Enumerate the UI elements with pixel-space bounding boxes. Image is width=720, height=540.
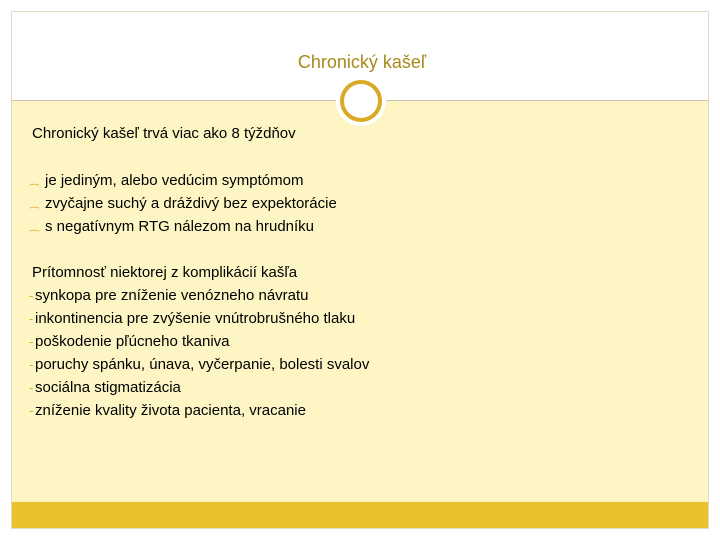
list-item — [29, 307, 369, 330]
complications-list — [29, 284, 369, 422]
dash-icon: - — [29, 403, 34, 418]
list-item — [29, 284, 369, 307]
list-item — [29, 399, 369, 422]
complication-text: poškodenie pľúcneho tkaniva — [35, 333, 230, 350]
bullet-icon: ⁔ — [30, 197, 39, 209]
list-item — [30, 192, 337, 215]
complication-text: synkopa pre zníženie venózneho návratu — [35, 287, 309, 304]
complications-heading: Prítomnosť niektorej z komplikácií kašľa — [32, 264, 298, 281]
complication-text: zníženie kvality života pacienta, vracanie — [35, 402, 306, 419]
intro-text: Chronický kašeľ trvá viac ako 8 týždňov — [32, 125, 296, 142]
dash-icon: - — [29, 311, 34, 326]
complication-text: inkontinencia pre zvýšenie vnútrobrušného tlaku — [35, 310, 356, 327]
list-item — [29, 353, 369, 376]
bullet-text: je jediným, alebo vedúcim symptómom — [45, 172, 304, 189]
list-item — [29, 330, 369, 353]
complication-text: poruchy spánku, únava, vyčerpanie, bolesti svalov — [35, 356, 370, 373]
slide-title: Chronický kašeľ — [297, 52, 427, 72]
dash-icon: - — [29, 380, 34, 395]
dash-icon: - — [29, 357, 34, 372]
list-item — [30, 215, 337, 238]
list-item — [30, 169, 337, 192]
dash-icon: - — [29, 288, 34, 303]
bullet-text: zvyčajne suchý a dráždivý bez expektorácie — [45, 195, 337, 212]
bullet-list — [30, 169, 337, 238]
list-item — [29, 376, 369, 399]
dash-icon: - — [29, 334, 34, 349]
footer-bar — [12, 502, 708, 528]
complication-text: sociálna stigmatizácia — [35, 379, 181, 396]
bullet-icon: ⁔ — [30, 174, 39, 186]
bullet-text: s negatívnym RTG nálezom na hrudníku — [45, 218, 315, 235]
circle-ornament-icon — [340, 80, 382, 122]
bullet-icon: ⁔ — [30, 220, 39, 232]
